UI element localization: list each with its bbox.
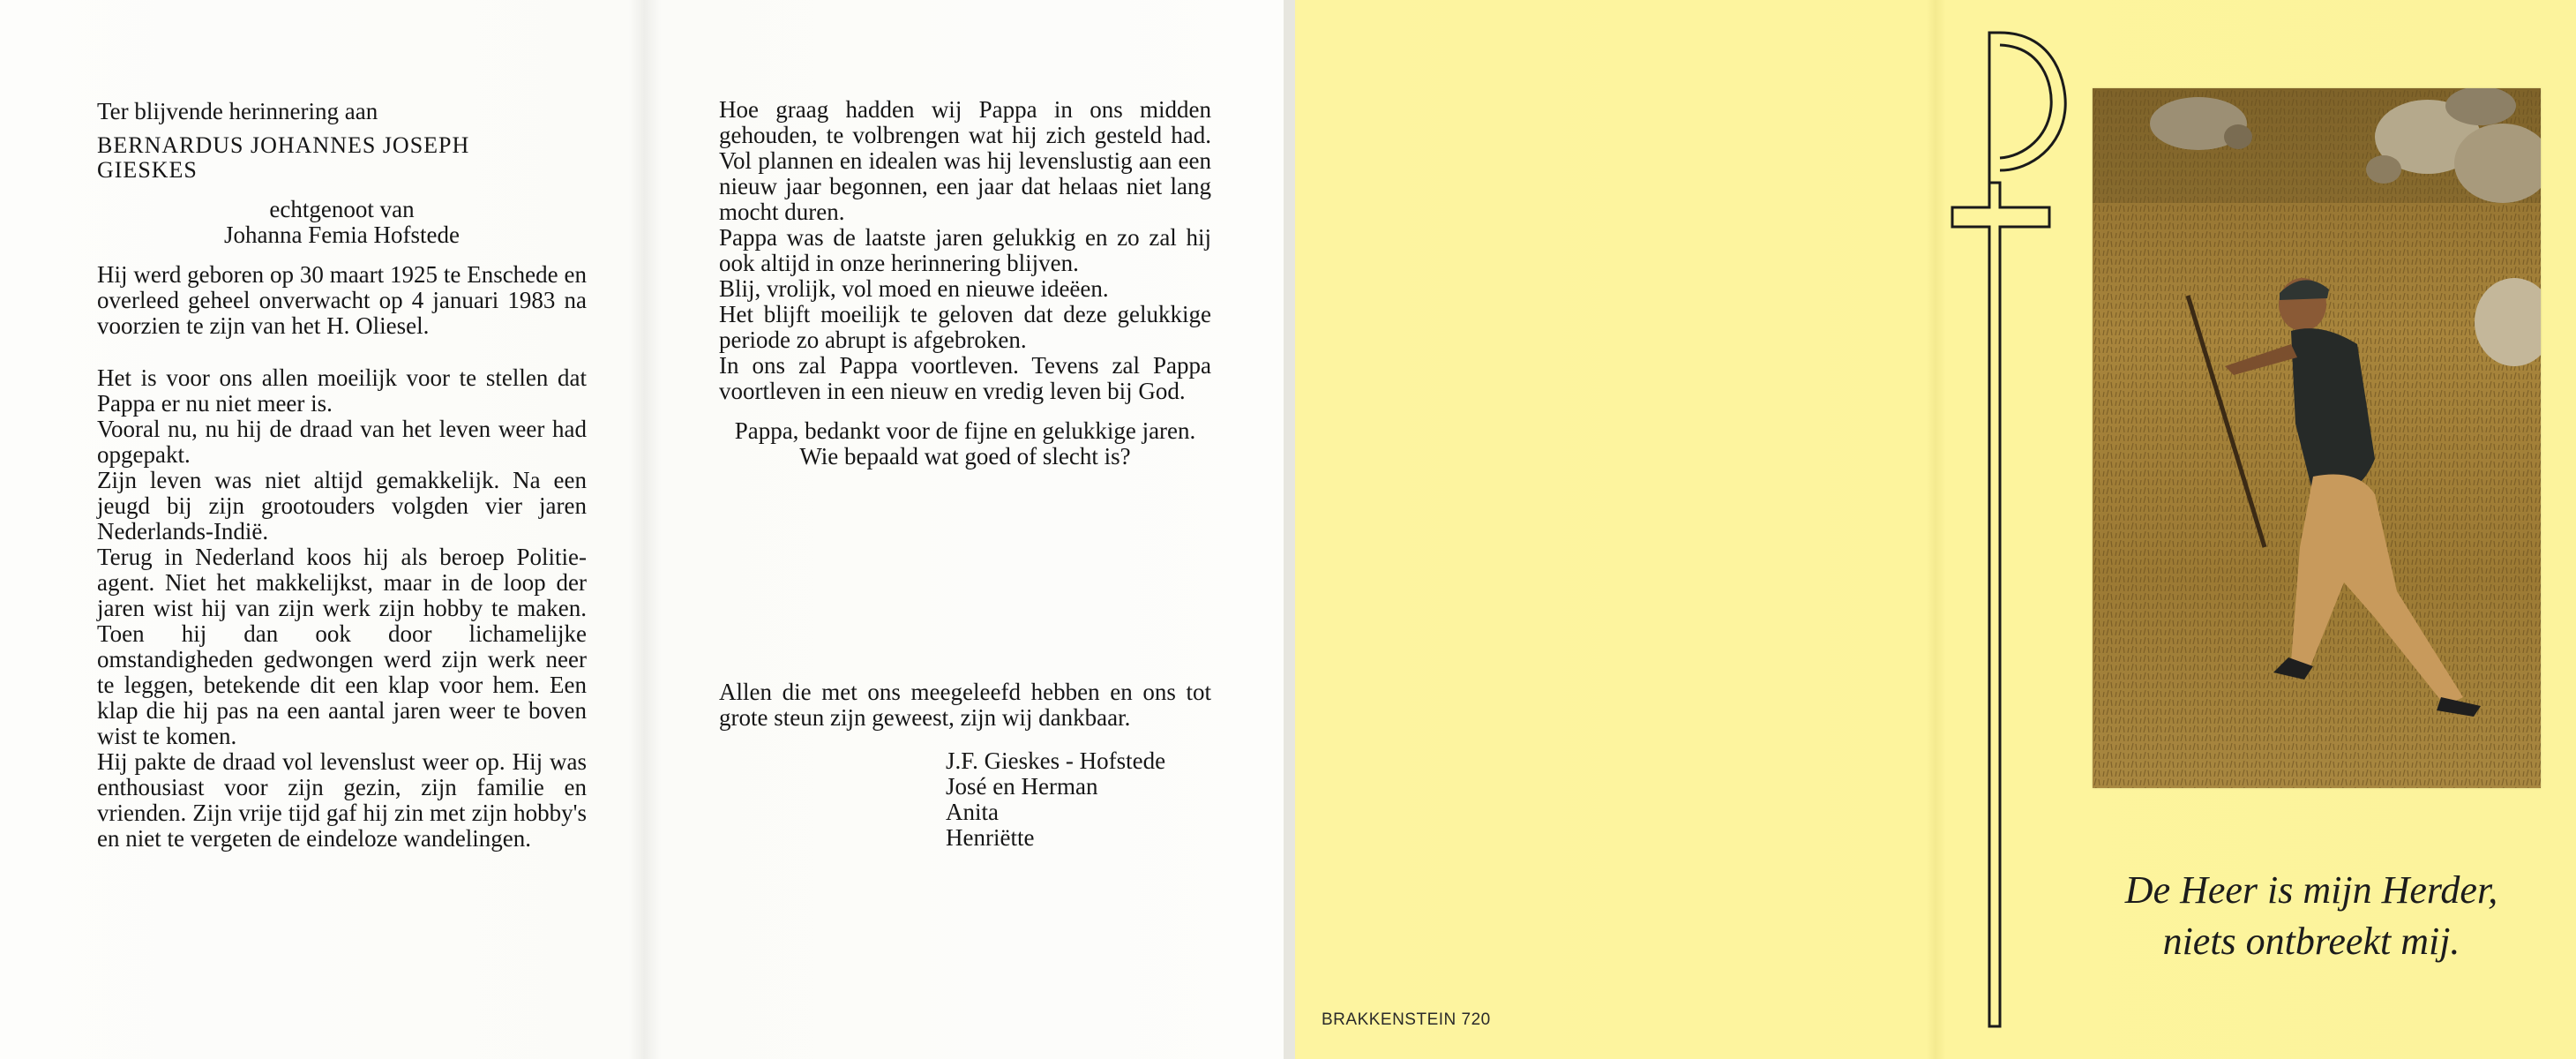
signatory: J.F. Gieskes - Hofstede xyxy=(946,747,1166,774)
memorial-paragraph: Zijn leven was niet altijd gemakkelijk. Na een jeugd bij zijn grootouders volgden vier jaren Nederlands-Indië. xyxy=(97,467,587,545)
thanks-paragraph: Allen die met ons meegeleefd hebben en ons tot grote steun zijn geweest, zijn wij dankbaar. xyxy=(719,679,1211,731)
shepherd-with-sheep-photo xyxy=(2093,88,2541,788)
memorial-paragraph: Terug in Nederland koos hij als beroep Politie-agent. Niet het makkelijkst, maar in de loop der jaren wist hij van zijn werk zijn hobby te maken. Toen hij dan ook door lichamelijke omstandigheden gedwongen werd zijn werk neer te leggen, betekende dit een klap voor hem. Een klap die hij pas na een aantal jaren weer te boven wist te komen. xyxy=(97,544,587,749)
farewell-line: Pappa, bedankt voor de fijne en gelukkige jaren. xyxy=(734,417,1196,444)
memorial-paragraph: Vooral nu, nu hij de draad van het leven weer had opgepakt. xyxy=(97,416,587,468)
spouse-name: Johanna Femia Hofstede xyxy=(224,222,460,248)
chi-rho-cross-icon xyxy=(1936,31,2069,1033)
motto-line: niets ontbreekt mij. xyxy=(2162,920,2460,963)
signatory: Anita xyxy=(946,799,999,825)
memorial-paragraph: In ons zal Pappa voortleven. Tevens zal Pappa voortleven in een nieuw en vredig leven bij God. xyxy=(719,352,1211,404)
memorial-paragraph: Blij, vrolijk, vol moed en nieuwe ideëen. xyxy=(719,275,1109,302)
memorial-text-left-column xyxy=(97,99,587,852)
birth-death-paragraph: Hij werd geboren op 30 maart 1925 te Enschede en overleed geheel onverwacht op 4 januari 1983 na voorzien te zijn van het H. Oliesel. xyxy=(97,261,587,339)
memorial-paragraph: Het is voor ons allen moeilijk voor te stellen dat Pappa er nu niet meer is. xyxy=(97,364,587,417)
memorial-text-middle-column xyxy=(719,97,1211,851)
memorial-paragraph: Pappa was de laatste jaren gelukkig en zo zal hij ook altijd in onze herinnering blijven. xyxy=(719,224,1211,276)
printer-mark: BRAKKENSTEIN 720 xyxy=(1322,1010,1491,1029)
deceased-name-line2: GIESKES xyxy=(97,157,198,183)
memorial-paragraph: Hij pakte de draad vol levenslust weer op. Hij was enthousiast voor zijn gezin, zijn familie en vrienden. Zijn vrije tijd gaf hij zin met zijn hobby's en niet te vergeten de eindeloze wandelingen. xyxy=(97,748,587,852)
farewell-question: Wie bepaald wat goed of slecht is? xyxy=(799,443,1131,469)
psalm-motto xyxy=(2073,865,2550,967)
memorial-paragraph: Hoe graag hadden wij Pappa in ons midden gehouden, te volbrengen wat hij zich gesteld had. Vol plannen en idealen was hij levenslustig aan een nieuw jaar begonnen, een jaar dat helaas niet lang mocht duren. xyxy=(719,96,1211,225)
spouse-label: echtgenoot van xyxy=(269,196,415,222)
motto-line: De Heer is mijn Herder, xyxy=(2124,868,2498,912)
signatory: Henriëtte xyxy=(946,824,1035,851)
signatory: José en Herman xyxy=(946,773,1098,800)
scan-gap xyxy=(1284,0,1295,1059)
intro-line: Ter blijvende herinnering aan xyxy=(97,98,378,124)
memorial-paragraph: Het blijft moeilijk te geloven dat deze gelukkige periode zo abrupt is afgebroken. xyxy=(719,301,1211,353)
signatories-list xyxy=(946,748,1211,851)
deceased-name-line1: BERNARDUS JOHANNES JOSEPH xyxy=(97,132,470,158)
